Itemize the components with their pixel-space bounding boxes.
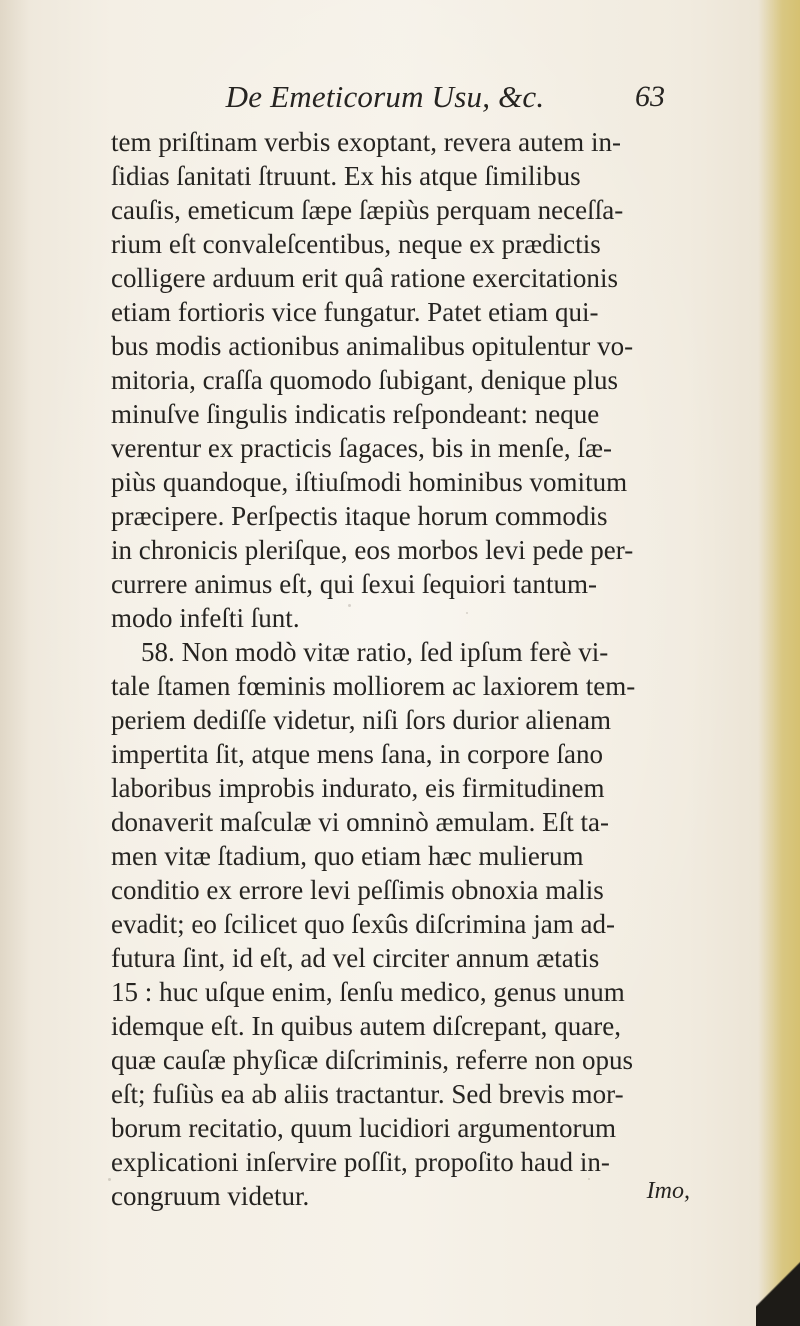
dark-page-corner (756, 1245, 800, 1326)
paragraph-first-line: 58. Non modò vitæ ratio, ſed ipſum ferè vi- (141, 637, 609, 667)
main-text-block (111, 126, 693, 1276)
body-line: colligere arduum erit quâ ratione exercitationis (111, 263, 618, 293)
body-line: borum recitatio, quum lucidiori argumentorum (111, 1113, 617, 1143)
body-line: tale ſtamen fœminis molliorem ac laxiorem tem- (111, 671, 636, 701)
body-line: explicationi inſervire poſſit, propoſito haud in- (111, 1147, 610, 1177)
body-line: in chronicis pleriſque, eos morbos levi pede per- (111, 535, 634, 565)
page-number: 63 (635, 80, 665, 113)
body-line: futura ſint, id eſt, ad vel circiter annum ætatis (111, 943, 600, 973)
body-line: etiam fortioris vice fungatur. Patet etiam qui- (111, 297, 599, 327)
body-line: donaverit maſculæ vi omninò æmulam. Eſt ta- (111, 807, 610, 837)
body-line: laboribus improbis indurato, eis firmitudinem (111, 773, 605, 803)
body-line: ſidias ſanitati ſtruunt. Ex his atque ſimilibus (111, 161, 581, 191)
body-line: idemque eſt. In quibus autem diſcrepant, quare, (111, 1011, 622, 1041)
body-line: cauſis, emeticum ſæpe ſæpiùs perquam neceſſa- (111, 195, 624, 225)
page-header (0, 77, 800, 121)
body-line: verentur ex practicis ſagaces, bis in menſe, ſæ- (111, 433, 613, 463)
body-line: quæ cauſæ phyſicæ diſcriminis, referre non opus (111, 1045, 634, 1075)
body-line: rium eſt convaleſcentibus, neque ex prædictis (111, 229, 601, 259)
body-line: minuſve ſingulis indicatis reſpondeant: neque (111, 399, 600, 429)
body-line: currere animus eſt, qui ſexui ſequiori tantum- (111, 569, 598, 599)
body-line: men vitæ ſtadium, quo etiam hæc mulierum (111, 841, 584, 871)
body-line: congruum videtur. (111, 1181, 310, 1211)
body-line: conditio ex errore levi peſſimis obnoxia malis (111, 875, 604, 905)
page-edge-margin (758, 0, 800, 1326)
catchword: Imo, (646, 1178, 690, 1204)
body-line: eſt; fuſiùs ea ab aliis tractantur. Sed brevis mor- (111, 1079, 624, 1109)
body-line: præcipere. Perſpectis itaque horum commodis (111, 501, 608, 531)
body-line: periem dediſſe videtur, niſi ſors durior alienam (111, 705, 611, 735)
binding-gutter-shadow (0, 0, 30, 1326)
body-line: bus modis actionibus animalibus opitulentur vo- (111, 331, 634, 361)
body-line: tem priſtinam verbis exoptant, revera autem in- (111, 127, 622, 157)
body-line: piùs quandoque, iſtiuſmodi hominibus vomitum (111, 467, 628, 497)
body-line: impertita ſit, atque mens ſana, in corpore ſano (111, 739, 604, 769)
body-line: mitoria, craſſa quomodo ſubigant, denique plus (111, 365, 619, 395)
body-line: modo infeſti ſunt. (111, 603, 300, 633)
body-line: 15 : huc uſque enim, ſenſu medico, genus unum (111, 977, 625, 1007)
body-line: evadit; eo ſcilicet quo ſexûs diſcrimina jam ad- (111, 909, 616, 939)
running-head: De Emeticorum Usu, &c. (225, 79, 545, 114)
